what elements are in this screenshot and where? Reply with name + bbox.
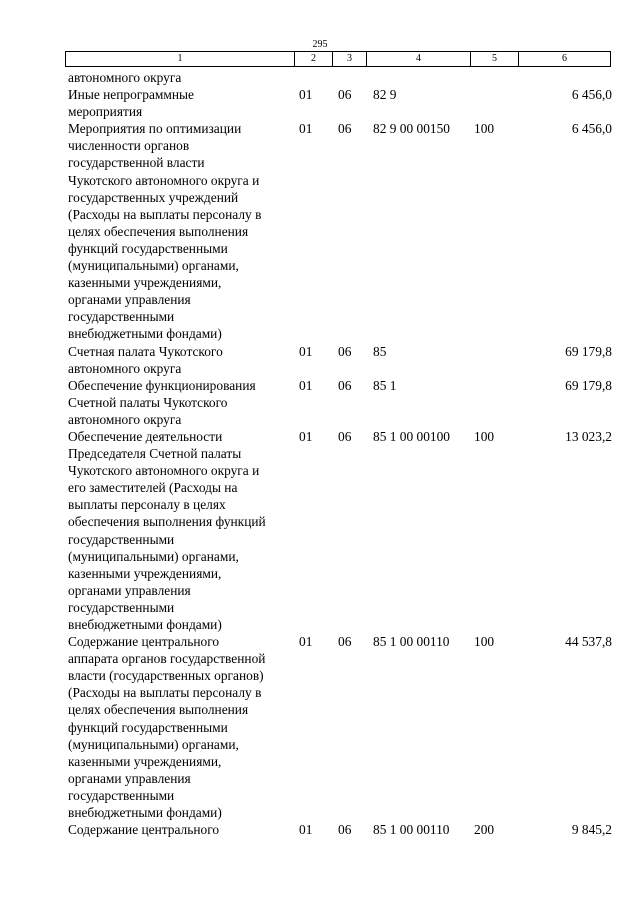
expense-name-cell xyxy=(68,86,296,120)
expense-name-line: автономного округа xyxy=(68,70,182,85)
expense-name-line: Обеспечение функционирования xyxy=(68,377,256,393)
table-row xyxy=(68,343,613,377)
subsection-code-cell: 06 xyxy=(338,428,352,444)
section-code-cell: 01 xyxy=(299,377,313,393)
subsection-code-cell: 06 xyxy=(338,634,352,650)
section-code-cell: 01 xyxy=(299,121,313,137)
expense-name-line: государственными xyxy=(68,309,175,325)
target-article-cell: 85 1 00 00100 xyxy=(373,428,450,444)
column-header-4: 4 xyxy=(367,52,471,67)
column-header-3: 3 xyxy=(333,52,367,67)
target-article-cell: 82 9 00 00150 xyxy=(373,121,450,137)
expense-name-line: государственными xyxy=(68,531,175,547)
expense-name-line: (муниципальными) органами, xyxy=(68,548,239,564)
column-header-5: 5 xyxy=(471,52,519,67)
expense-name-line: казенными учреждениями, xyxy=(68,275,222,291)
expense-name-line: государственными xyxy=(68,599,175,615)
column-header-2: 2 xyxy=(295,52,333,67)
expense-type-cell xyxy=(473,86,521,120)
expense-name-line: Иные непрограммные xyxy=(68,87,194,103)
expense-name-line: выплаты персоналу в целях xyxy=(68,497,226,513)
amount-cell: 6 456,0 xyxy=(571,87,612,103)
target-article-cell: 85 1 00 00110 xyxy=(373,822,450,838)
expense-name-line: целях обеспечения выполнения xyxy=(68,223,249,239)
table-row xyxy=(68,69,613,86)
expense-name-cell xyxy=(68,120,296,342)
expense-name-cell xyxy=(68,69,296,86)
expense-name-line: казенными учреждениями, xyxy=(68,753,222,769)
expense-type-cell: 100 xyxy=(474,121,495,137)
target-article-cell xyxy=(369,69,473,86)
table-row xyxy=(68,377,613,428)
expense-name-line: (муниципальными) органами, xyxy=(68,258,239,274)
amount-cell: 6 456,0 xyxy=(571,121,612,137)
target-article-cell: 82 9 xyxy=(373,87,397,103)
expense-name-cell xyxy=(68,821,296,838)
expense-name-line: его заместителей (Расходы на xyxy=(68,480,238,496)
expense-name-line: органами управления xyxy=(68,582,191,598)
expense-name-cell xyxy=(68,343,296,377)
expense-name-line: Содержание центрального xyxy=(68,822,220,838)
expense-name-line: мероприятия xyxy=(68,104,143,120)
expense-name-line: органами управления xyxy=(68,770,191,786)
subsection-code-cell: 06 xyxy=(338,121,352,137)
expense-type-cell xyxy=(473,343,521,377)
subsection-code-cell: 06 xyxy=(338,822,352,838)
amount-cell: 69 179,8 xyxy=(565,377,612,393)
expense-name-line: Счетной палаты Чукотского xyxy=(68,394,228,410)
expense-type-cell xyxy=(473,69,521,86)
expense-name-line: государственной власти xyxy=(68,155,205,171)
target-article-cell: 85 xyxy=(373,343,387,359)
expense-name-line: Чукотского автономного округа и xyxy=(68,463,260,479)
section-code-cell: 01 xyxy=(299,87,313,103)
column-header-1: 1 xyxy=(66,52,295,67)
expense-name-line: (муниципальными) органами, xyxy=(68,736,239,752)
expense-name-line: Председателя Счетной палаты xyxy=(68,446,242,462)
expense-name-line: органами управления xyxy=(68,292,191,308)
expense-type-cell: 200 xyxy=(474,822,495,838)
amount-cell: 9 845,2 xyxy=(571,822,612,838)
subsection-code-cell: 06 xyxy=(338,377,352,393)
amount-cell: 44 537,8 xyxy=(565,634,612,650)
expense-type-cell: 100 xyxy=(474,634,495,650)
amount-cell xyxy=(521,69,614,86)
expense-name-line: автономного округа xyxy=(68,411,182,427)
subsection-code-cell: 06 xyxy=(338,87,352,103)
expense-type-cell xyxy=(473,377,521,428)
target-article-cell: 85 1 00 00110 xyxy=(373,634,450,650)
table-row xyxy=(68,120,613,342)
expense-type-cell: 100 xyxy=(474,428,495,444)
table-row xyxy=(68,428,613,633)
table-row xyxy=(68,86,613,120)
section-code-cell: 01 xyxy=(299,343,313,359)
expense-name-line: Счетная палата Чукотского xyxy=(68,343,223,359)
expense-name-line: функций государственными xyxy=(68,719,228,735)
expense-name-line: Мероприятия по оптимизации xyxy=(68,121,242,137)
expense-name-line: Чукотского автономного округа и xyxy=(68,172,260,188)
expense-name-line: власти (государственных органов) xyxy=(68,668,264,684)
section-code-cell: 01 xyxy=(299,822,313,838)
expense-name-line: аппарата органов государственной xyxy=(68,651,266,667)
subsection-code-cell xyxy=(335,69,369,86)
subsection-code-cell: 06 xyxy=(338,343,352,359)
target-article-cell: 85 1 xyxy=(373,377,397,393)
expense-name-line: государственных учреждений xyxy=(68,189,239,205)
expense-name-line: обеспечения выполнения функций xyxy=(68,514,266,530)
column-header-6: 6 xyxy=(519,52,611,67)
section-code-cell xyxy=(296,69,335,86)
amount-cell: 69 179,8 xyxy=(565,343,612,359)
table-row xyxy=(68,633,613,821)
amount-cell: 13 023,2 xyxy=(565,428,612,444)
table-row xyxy=(68,821,613,838)
expense-name-line: внебюджетными фондами) xyxy=(68,326,222,342)
expense-name-line: функций государственными xyxy=(68,240,228,256)
expense-name-line: государственными xyxy=(68,787,175,803)
expense-name-line: целях обеспечения выполнения xyxy=(68,702,249,718)
expense-name-line: автономного округа xyxy=(68,360,182,376)
expense-name-line: Содержание центрального xyxy=(68,634,220,650)
expense-name-line: внебюджетными фондами) xyxy=(68,805,222,821)
expense-name-line: численности органов xyxy=(68,138,190,154)
page-number: 295 xyxy=(312,39,328,50)
expense-name-cell xyxy=(68,633,296,821)
expense-name-line: Обеспечение деятельности xyxy=(68,428,223,444)
expense-name-line: казенными учреждениями, xyxy=(68,565,222,581)
expense-name-cell xyxy=(68,377,296,428)
expense-name-line: (Расходы на выплаты персоналу в xyxy=(68,685,262,701)
budget-table-body xyxy=(68,69,613,838)
column-header-row xyxy=(65,51,611,67)
expense-name-line: внебюджетными фондами) xyxy=(68,617,222,632)
expense-name-cell xyxy=(68,428,296,633)
expense-name-line: (Расходы на выплаты персоналу в xyxy=(68,206,262,222)
section-code-cell: 01 xyxy=(299,634,313,650)
section-code-cell: 01 xyxy=(299,428,313,444)
